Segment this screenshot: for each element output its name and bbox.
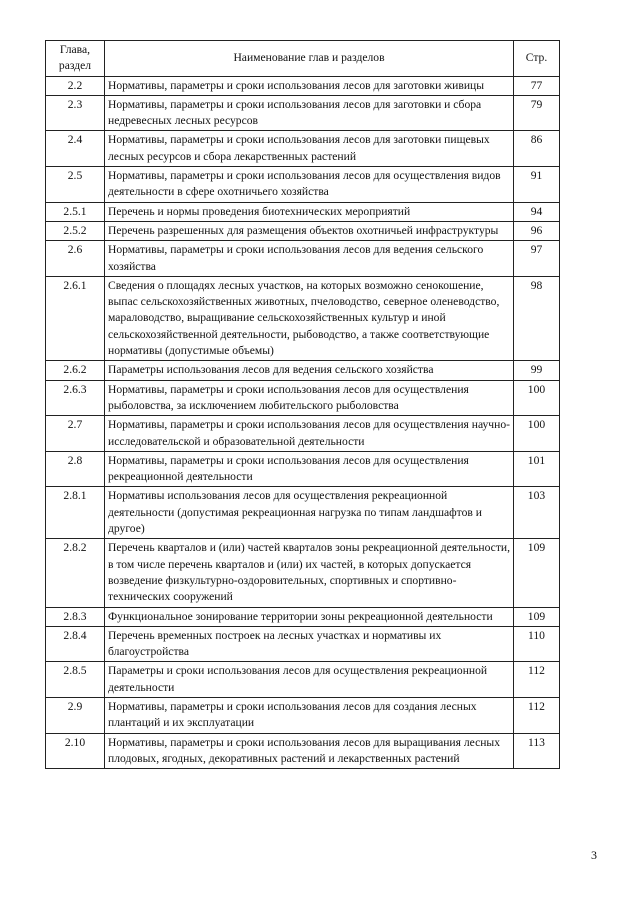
- section-page: 112: [514, 697, 560, 733]
- section-page: 112: [514, 662, 560, 698]
- section-title: Нормативы, параметры и сроки использования лесов для ведения сельского хозяйства: [105, 241, 514, 277]
- section-number: 2.6.2: [46, 361, 105, 380]
- section-title: Перечень кварталов и (или) частей кварталов зоны рекреационной деятельности, в том числе перечень кварталов и (или) их частей, в которых допускается возведение физкультурно-оздоровительных, спортивных и спортивно-технических сооружений: [105, 539, 514, 607]
- table-row: [46, 241, 560, 277]
- section-page: 91: [514, 167, 560, 203]
- table-row: [46, 95, 560, 131]
- section-number: 2.9: [46, 697, 105, 733]
- table-row: [46, 167, 560, 203]
- section-number: 2.4: [46, 131, 105, 167]
- table-row: [46, 733, 560, 769]
- section-page: 109: [514, 607, 560, 626]
- section-title: Нормативы, параметры и сроки использования лесов для осуществления рыболовства, за исключением любительского рыболовства: [105, 380, 514, 416]
- section-number: 2.8.2: [46, 539, 105, 607]
- header-title: Наименование глав и разделов: [105, 41, 514, 77]
- section-page: 101: [514, 451, 560, 487]
- section-number: 2.8.1: [46, 487, 105, 539]
- header-chapter: Глава, раздел: [46, 41, 105, 77]
- table-row: [46, 539, 560, 607]
- section-title: Перечень временных построек на лесных участках и нормативы их благоустройства: [105, 626, 514, 662]
- section-number: 2.7: [46, 416, 105, 452]
- section-title: Сведения о площадях лесных участков, на которых возможно сенокошение, выпас сельскохозяйственных животных, пчеловодство, северное оленеводство, мараловодство, выращивание сельскохозяйственных культур и иной сельскохозяйственной деятельности, рыбоводство, а также соответствующие нормативы (допустимые объемы): [105, 276, 514, 360]
- section-title: Параметры использования лесов для ведения сельского хозяйства: [105, 361, 514, 380]
- section-title: Нормативы, параметры и сроки использования лесов для заготовки и сбора недревесных лесных ресурсов: [105, 95, 514, 131]
- section-number: 2.5: [46, 167, 105, 203]
- section-page: 99: [514, 361, 560, 380]
- table-of-contents: [45, 40, 560, 769]
- section-title: Нормативы, параметры и сроки использования лесов для заготовки пищевых лесных ресурсов и сбора лекарственных растений: [105, 131, 514, 167]
- table-row: [46, 607, 560, 626]
- section-page: 113: [514, 733, 560, 769]
- table-row: [46, 380, 560, 416]
- section-title: Нормативы, параметры и сроки использования лесов для выращивания лесных плодовых, ягодных, декоративных растений и лекарственных растений: [105, 733, 514, 769]
- section-page: 77: [514, 76, 560, 95]
- section-page: 98: [514, 276, 560, 360]
- section-number: 2.6.3: [46, 380, 105, 416]
- section-number: 2.8.5: [46, 662, 105, 698]
- section-page: 86: [514, 131, 560, 167]
- section-title: Перечень и нормы проведения биотехнических мероприятий: [105, 202, 514, 221]
- section-title: Нормативы, параметры и сроки использования лесов для создания лесных плантаций и их эксплуатации: [105, 697, 514, 733]
- section-number: 2.8: [46, 451, 105, 487]
- section-title: Нормативы, параметры и сроки использования лесов для заготовки живицы: [105, 76, 514, 95]
- section-page: 110: [514, 626, 560, 662]
- section-number: 2.3: [46, 95, 105, 131]
- table-row: [46, 697, 560, 733]
- section-page: 94: [514, 202, 560, 221]
- table-row: [46, 202, 560, 221]
- section-page: 100: [514, 380, 560, 416]
- section-title: Параметры и сроки использования лесов для осуществления рекреационной деятельности: [105, 662, 514, 698]
- section-title: Нормативы, параметры и сроки использования лесов для осуществления рекреационной деятельности: [105, 451, 514, 487]
- page-number: 3: [591, 848, 597, 862]
- section-page: 79: [514, 95, 560, 131]
- table-row: [46, 131, 560, 167]
- section-page: 109: [514, 539, 560, 607]
- section-title: Функциональное зонирование территории зоны рекреационной деятельности: [105, 607, 514, 626]
- header-page: Стр.: [514, 41, 560, 77]
- table-row: [46, 626, 560, 662]
- table-row: [46, 416, 560, 452]
- table-row: [46, 487, 560, 539]
- table-row: [46, 76, 560, 95]
- section-page: 97: [514, 241, 560, 277]
- section-page: 96: [514, 221, 560, 240]
- section-number: 2.5.1: [46, 202, 105, 221]
- table-row: [46, 361, 560, 380]
- section-title: Нормативы, параметры и сроки использования лесов для осуществления научно-исследовательской и образовательной деятельности: [105, 416, 514, 452]
- section-number: 2.8.3: [46, 607, 105, 626]
- table-row: [46, 662, 560, 698]
- section-number: 2.6: [46, 241, 105, 277]
- section-number: 2.6.1: [46, 276, 105, 360]
- table-row: [46, 276, 560, 360]
- section-page: 100: [514, 416, 560, 452]
- section-number: 2.2: [46, 76, 105, 95]
- table-row: [46, 221, 560, 240]
- table-header-row: [46, 41, 560, 77]
- section-title: Нормативы использования лесов для осуществления рекреационной деятельности (допустимая рекреационная нагрузка по типам ландшафтов и другое): [105, 487, 514, 539]
- section-title: Перечень разрешенных для размещения объектов охотничьей инфраструктуры: [105, 221, 514, 240]
- section-number: 2.5.2: [46, 221, 105, 240]
- section-number: 2.10: [46, 733, 105, 769]
- section-page: 103: [514, 487, 560, 539]
- table-row: [46, 451, 560, 487]
- section-number: 2.8.4: [46, 626, 105, 662]
- section-title: Нормативы, параметры и сроки использования лесов для осуществления видов деятельности в сфере охотничьего хозяйства: [105, 167, 514, 203]
- toc-body: [46, 76, 560, 769]
